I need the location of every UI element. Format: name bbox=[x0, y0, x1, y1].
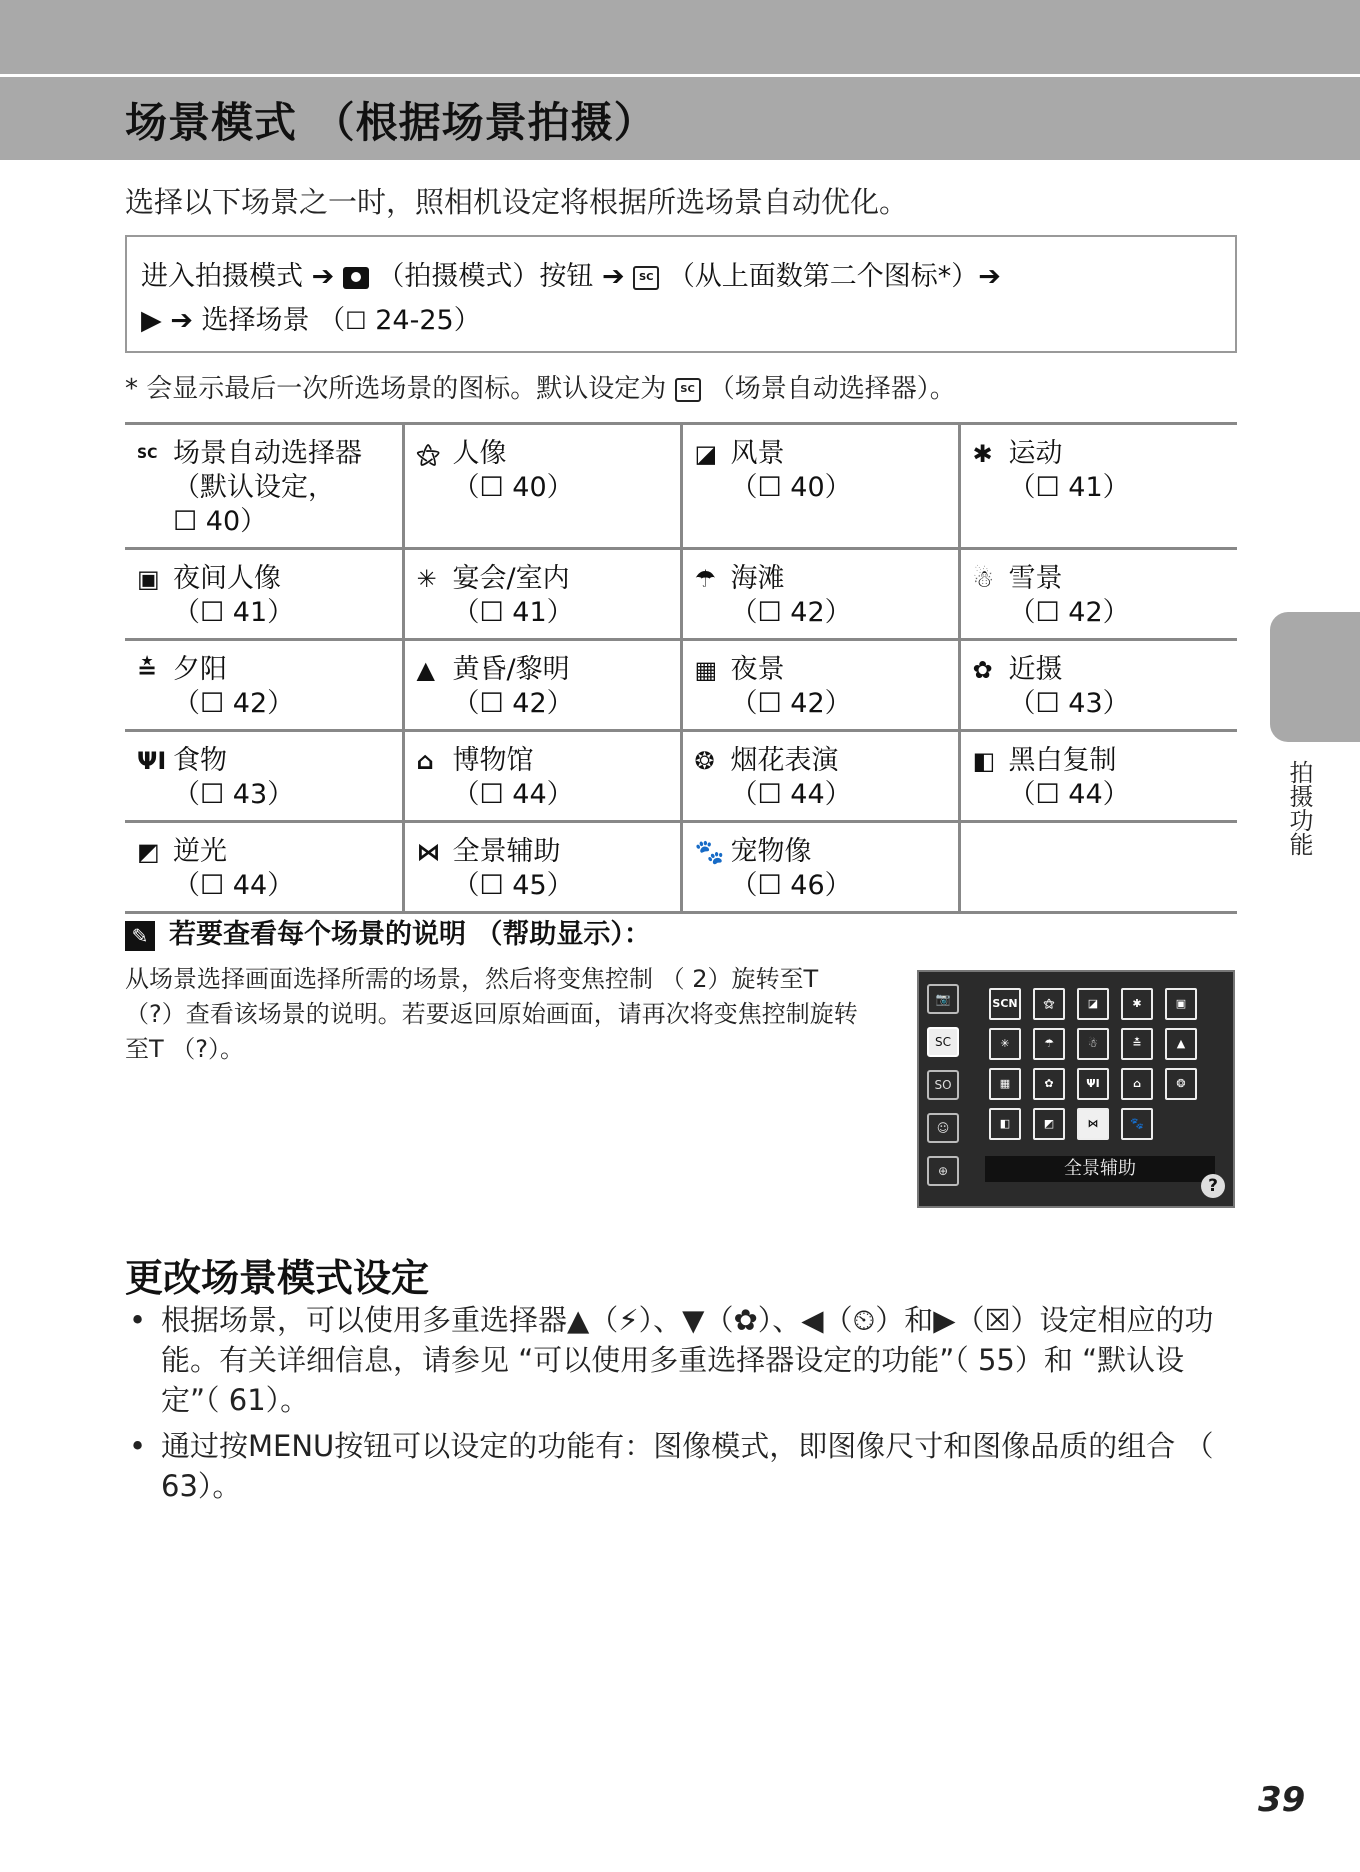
lcd-scene-icon: ☂ bbox=[1033, 1028, 1065, 1060]
scene-mode-icon: 🐾 bbox=[694, 838, 725, 866]
scene-mode-icon: ▲ bbox=[416, 656, 435, 684]
scene-row bbox=[125, 822, 1237, 913]
scene-name: 烟花表演 bbox=[730, 745, 839, 776]
scene-page-ref: （☐ 46） bbox=[730, 870, 852, 901]
footnote bbox=[125, 368, 956, 405]
scene-cell bbox=[681, 731, 959, 822]
scene-mode-icon: ◪ bbox=[694, 440, 718, 468]
scene-name: 近摄 bbox=[1008, 654, 1063, 685]
lcd-scene-icon: ✿ bbox=[1033, 1068, 1065, 1100]
scene-mode-icon: ▣ bbox=[137, 565, 160, 593]
scene-cell bbox=[959, 424, 1237, 549]
footnote-text-end: （场景自动选择器）。 bbox=[708, 374, 956, 404]
scene-cell bbox=[681, 822, 959, 913]
scene-mode-icon: ΨⅠ bbox=[137, 747, 167, 775]
scene-mode-icon: ⌂ bbox=[416, 747, 434, 775]
page-number: 39 bbox=[1258, 1780, 1306, 1820]
camera-lcd-screen bbox=[917, 970, 1235, 1208]
scene-name: 全景辅助 bbox=[452, 836, 561, 867]
scene-page-ref: （☐ 45） bbox=[452, 870, 574, 901]
lcd-scene-icon: ⚝ bbox=[1033, 988, 1065, 1020]
scene-page-ref: （☐ 42） bbox=[730, 688, 852, 719]
scene-name: 场景自动选择器 bbox=[173, 438, 362, 469]
lcd-mode-icon: SC bbox=[927, 1027, 959, 1057]
scene-cell bbox=[959, 731, 1237, 822]
scene-mode-icon: ☂ bbox=[694, 565, 717, 593]
scene-cell bbox=[125, 731, 403, 822]
lcd-scene-icon: ✱ bbox=[1121, 988, 1153, 1020]
scene-mode-icon: ≛ bbox=[137, 656, 158, 684]
scene-name: 夕阳 bbox=[173, 654, 227, 685]
tip-body: 从场景选择画面选择所需的场景，然后将变焦控制 （ 2）旋转至T （?）查看该场景的说明。若要返回原始画面，请再次将变焦控制旋转至T （?）。 bbox=[125, 965, 858, 1063]
scene-row bbox=[125, 731, 1237, 822]
scene-cell bbox=[959, 640, 1237, 731]
nav-ref: 24-25） bbox=[375, 305, 481, 336]
lcd-mode-icon: ☺ bbox=[927, 1113, 959, 1143]
scene-name: 黄昏/黎明 bbox=[452, 654, 570, 685]
lcd-scene-icon: ◧ bbox=[989, 1108, 1021, 1140]
scene-cell bbox=[681, 549, 959, 640]
nav-step-4: ▶ ➔ 选择场景 （ bbox=[141, 305, 346, 336]
scene-page-ref-2: ☐ 40） bbox=[173, 506, 268, 537]
scene-page-ref: （☐ 41） bbox=[173, 597, 295, 628]
scene-name: 雪景 bbox=[1008, 563, 1063, 594]
scene-mode-icon: ✿ bbox=[972, 656, 993, 684]
scene-mode-icon: SC bbox=[137, 446, 158, 462]
scene-page-ref: （☐ 42） bbox=[173, 688, 295, 719]
scene-name: 博物馆 bbox=[452, 745, 534, 776]
scene-cell bbox=[959, 549, 1237, 640]
scene-name: 人像 bbox=[452, 438, 507, 469]
scene-name: 食物 bbox=[173, 745, 227, 776]
scene-mode-icon: ▦ bbox=[694, 656, 718, 684]
scene-name: 风景 bbox=[730, 438, 785, 469]
scene-mode-icon: ☃ bbox=[972, 565, 995, 593]
scene-cell bbox=[125, 549, 403, 640]
scene-name: 夜间人像 bbox=[173, 563, 281, 594]
lcd-scene-icon: ◩ bbox=[1033, 1108, 1065, 1140]
lcd-mode-column bbox=[927, 984, 963, 1199]
help-icon: ? bbox=[1201, 1174, 1225, 1198]
lcd-scene-grid bbox=[989, 988, 1189, 1140]
scene-row bbox=[125, 549, 1237, 640]
scene-name: 黑白复制 bbox=[1008, 745, 1117, 776]
lcd-mode-icon: 📷 bbox=[927, 984, 959, 1014]
lcd-scene-icon: ☃ bbox=[1077, 1028, 1109, 1060]
section-title: 更改场景模式设定 bbox=[125, 1256, 430, 1300]
nav-step-3: （从上面数第二个图标*）➔ bbox=[667, 261, 1001, 292]
lcd-mode-icon: ⊕ bbox=[927, 1156, 959, 1186]
header-band bbox=[0, 0, 1360, 160]
tip-heading bbox=[125, 912, 651, 951]
scene-mode-icon: ✳ bbox=[416, 565, 437, 593]
scene-mode-icon: ❂ bbox=[694, 747, 715, 775]
scene-page-ref: （☐ 44） bbox=[452, 779, 574, 810]
scene-cell bbox=[403, 640, 681, 731]
tip-title-text: 若要查看每个场景的说明 （帮助显示）： bbox=[169, 919, 651, 950]
camera-icon bbox=[343, 267, 369, 289]
scene-name: 逆光 bbox=[173, 836, 227, 867]
scene-cell bbox=[403, 424, 681, 549]
lcd-scene-icon: ≛ bbox=[1121, 1028, 1153, 1060]
scene-auto-icon: SC bbox=[675, 378, 701, 402]
lcd-scene-icon: ⋈ bbox=[1077, 1108, 1109, 1140]
navigation-box bbox=[125, 235, 1237, 353]
scene-row bbox=[125, 640, 1237, 731]
section-bullets bbox=[125, 1300, 1235, 1512]
intro-text: 选择以下场景之一时，照相机设定将根据所选场景自动优化。 bbox=[125, 185, 909, 219]
lcd-scene-icon: ✳ bbox=[989, 1028, 1021, 1060]
page-title: 场景模式 （根据场景拍摄） bbox=[125, 98, 657, 147]
book-icon: ☐ bbox=[345, 307, 367, 335]
nav-step-2: （拍摄模式）按钮 ➔ bbox=[377, 261, 625, 292]
scene-name: 海滩 bbox=[730, 563, 785, 594]
footnote-text: * 会显示最后一次所选场景的图标。默认设定为 bbox=[125, 374, 667, 404]
scene-page-ref: （☐ 43） bbox=[173, 779, 295, 810]
scene-page-ref: （☐ 40） bbox=[452, 472, 574, 503]
scene-page-ref: （☐ 41） bbox=[452, 597, 574, 628]
lcd-scene-icon: ▲ bbox=[1165, 1028, 1197, 1060]
scene-name: 运动 bbox=[1008, 438, 1063, 469]
lcd-scene-icon: SCN bbox=[989, 988, 1021, 1020]
scene-mode-icon: ◧ bbox=[972, 747, 996, 775]
side-tab bbox=[1270, 612, 1360, 742]
pencil-icon: ✎ bbox=[125, 921, 155, 951]
scene-cell bbox=[125, 424, 403, 549]
lcd-mode-icon: SO bbox=[927, 1070, 959, 1100]
nav-step-1: 进入拍摄模式 ➔ bbox=[141, 261, 335, 292]
lcd-scene-icon: ⌂ bbox=[1121, 1068, 1153, 1100]
scene-name: 宴会/室内 bbox=[452, 563, 570, 594]
scene-page-ref: （☐ 44） bbox=[730, 779, 852, 810]
scene-mode-icon: ✱ bbox=[972, 440, 993, 468]
scene-mode-icon: ⚝ bbox=[416, 440, 440, 468]
side-label: 拍摄功能 bbox=[1285, 760, 1313, 856]
scene-name: 宠物像 bbox=[730, 836, 812, 867]
scene-row bbox=[125, 424, 1237, 549]
scene-page-ref: （☐ 44） bbox=[173, 870, 295, 901]
lcd-selected-label: 全景辅助 bbox=[985, 1156, 1215, 1182]
scene-page-ref: （☐ 42） bbox=[1008, 597, 1130, 628]
scene-page-ref: （☐ 41） bbox=[1008, 472, 1130, 503]
scene-mode-icon: ⋈ bbox=[416, 838, 441, 866]
empty-cell bbox=[959, 822, 1237, 913]
lcd-scene-icon: ΨⅠ bbox=[1077, 1068, 1109, 1100]
scene-page-ref: （默认设定， bbox=[173, 472, 335, 503]
scene-cell bbox=[125, 640, 403, 731]
lcd-scene-icon: 🐾 bbox=[1121, 1108, 1153, 1140]
header-rule bbox=[0, 74, 1360, 77]
lcd-scene-icon: ❂ bbox=[1165, 1068, 1197, 1100]
scene-page-ref: （☐ 43） bbox=[1008, 688, 1130, 719]
scene-page-ref: （☐ 44） bbox=[1008, 779, 1130, 810]
scene-cell bbox=[403, 549, 681, 640]
scene-mode-icon: ◩ bbox=[137, 838, 160, 866]
scene-cell bbox=[681, 640, 959, 731]
scene-cell bbox=[403, 822, 681, 913]
scene-page-ref: （☐ 42） bbox=[452, 688, 574, 719]
scene-table bbox=[125, 422, 1237, 914]
lcd-scene-icon: ▦ bbox=[989, 1068, 1021, 1100]
scene-cell bbox=[403, 731, 681, 822]
scene-cell bbox=[125, 822, 403, 913]
lcd-scene-icon: ◪ bbox=[1077, 988, 1109, 1020]
bullet-item: • 通过按MENU按钮可以设定的功能有：图像模式，即图像尺寸和图像品质的组合 （ 63）。 bbox=[125, 1426, 1235, 1506]
scene-icon: SC bbox=[633, 266, 659, 290]
scene-name: 夜景 bbox=[730, 654, 785, 685]
bullet-item: • 根据场景，可以使用多重选择器▲（⚡）、▼（✿）、◀（⏲）和▶（☒）设定相应的功能。有关详细信息，请参见 “可以使用多重选择器设定的功能”（ 55）和 “默认设定”（ 61）。 bbox=[125, 1300, 1235, 1420]
lcd-scene-icon: ▣ bbox=[1165, 988, 1197, 1020]
scene-page-ref: （☐ 40） bbox=[730, 472, 852, 503]
scene-cell bbox=[681, 424, 959, 549]
scene-page-ref: （☐ 42） bbox=[730, 597, 852, 628]
